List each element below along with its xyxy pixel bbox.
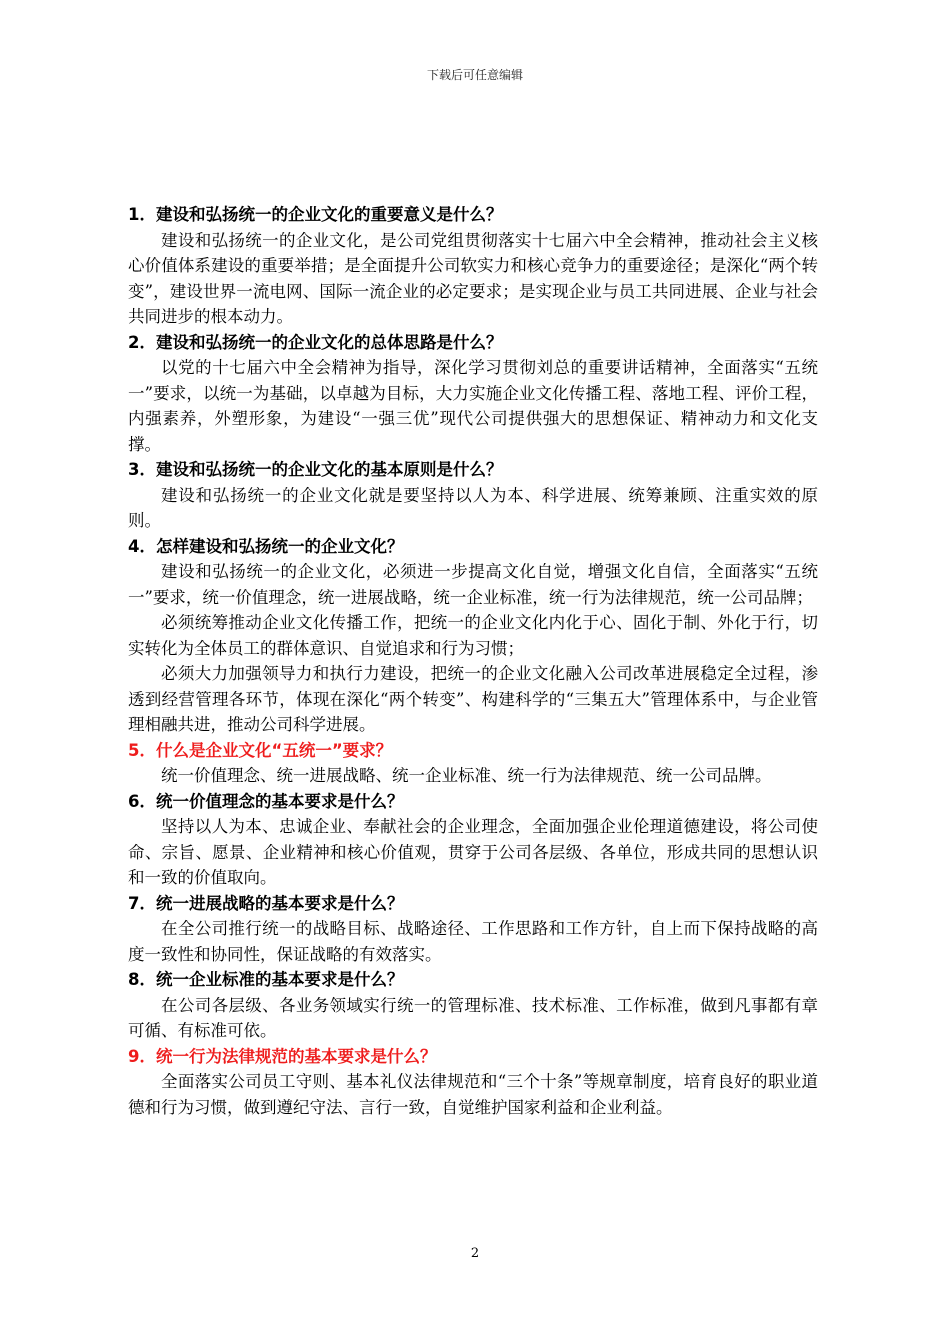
page-number: 2 bbox=[470, 1246, 480, 1261]
page-header: 下载后可任意编辑 bbox=[426, 68, 523, 82]
question-heading-3: 3．建设和弘扬统一的企业文化的基本原则是什么？ bbox=[128, 460, 503, 479]
answer-paragraph-9: 全面落实公司员工守则、基本礼仪法律规范和“三个十条”等规章制度，培育良好的职业道德和行为习惯，做到遵纪守法、言行一致，自觉维护国家利益和企业利益。 bbox=[128, 1072, 818, 1117]
answer-paragraph-8: 在公司各层级、各业务领域实行统一的管理标准、技术标准、工作标准，做到凡事都有章可循、有标准可依。 bbox=[128, 995, 818, 1040]
question-heading-8: 8．统一企业标准的基本要求是什么？ bbox=[128, 970, 404, 989]
answer-paragraph-3: 建设和弘扬统一的企业文化就是要坚持以人为本、科学进展、统筹兼顾、注重实效的原则。 bbox=[128, 485, 818, 530]
answer-paragraph-7: 在全公司推行统一的战略目标、战略途径、工作思路和工作方针，自上而下保持战略的高度一致性和协同性，保证战略的有效落实。 bbox=[128, 919, 818, 964]
answer-paragraph-4b: 必须统筹推动企业文化传播工作，把统一的企业文化内化于心、固化于制、外化于行，切实转化为全体员工的群体意识、自觉追求和行为习惯； bbox=[128, 613, 818, 658]
answer-paragraph-1: 建设和弘扬统一的企业文化，是公司党组贯彻落实十七届六中全会精神，推动社会主义核心价值体系建设的重要举措；是全面提升公司软实力和核心竞争力的重要途径；是深化“两个转变”，建设世界一流电网、国际一流企业的必定要求；是实现企业与员工共同进展、企业与社会共同进步的根本动力。 bbox=[128, 230, 818, 326]
answer-paragraph-2: 以党的十七届六中全会精神为指导，深化学习贯彻刘总的重要讲话精神，全面落实“五统一”要求，以统一为基础，以卓越为目标，大力实施企业文化传播工程、落地工程、评价工程，内强素养，外塑形象，为建设“一强三优”现代公司提供强大的思想保证、精神动力和文化支撑。 bbox=[128, 358, 818, 454]
answer-paragraph-4c: 必须大力加强领导力和执行力建设，把统一的企业文化融入公司改革进展稳定全过程，渗透到经营管理各环节，体现在深化“两个转变”、构建科学的“三集五大”管理体系中，与企业管理相融共进，推动公司科学进展。 bbox=[128, 664, 818, 734]
question-heading-6: 6．统一价值理念的基本要求是什么？ bbox=[128, 791, 404, 811]
document-body bbox=[128, 202, 818, 1120]
question-heading-5: 5．什么是企业文化“五统一”要求？ bbox=[128, 740, 393, 760]
answer-paragraph-4a: 建设和弘扬统一的企业文化，必须进一步提高文化自觉，增强文化自信，全面落实“五统一”要求，统一价值理念，统一进展战略，统一企业标准，统一行为法律规范，统一公司品牌； bbox=[128, 562, 818, 607]
answer-paragraph-5: 统一价值理念、统一进展战略、统一企业标准、统一行为法律规范、统一公司品牌。 bbox=[161, 766, 772, 785]
answer-paragraph-6: 坚持以人为本、忠诚企业、奉献社会的企业理念，全面加强企业伦理道德建设，将公司使命、宗旨、愿景、企业精神和核心价值观，贯穿于公司各层级、各单位，形成共同的思想认识和一致的价值取向。 bbox=[128, 817, 818, 887]
question-heading-7: 7．统一进展战略的基本要求是什么？ bbox=[128, 893, 404, 913]
question-heading-4: 4．怎样建设和弘扬统一的企业文化？ bbox=[128, 536, 404, 556]
question-heading-9: 9．统一行为法律规范的基本要求是什么？ bbox=[128, 1046, 437, 1066]
question-heading-2: 2．建设和弘扬统一的企业文化的总体思路是什么？ bbox=[128, 332, 503, 352]
question-heading-1: 1．建设和弘扬统一的企业文化的重要意义是什么？ bbox=[128, 205, 503, 224]
